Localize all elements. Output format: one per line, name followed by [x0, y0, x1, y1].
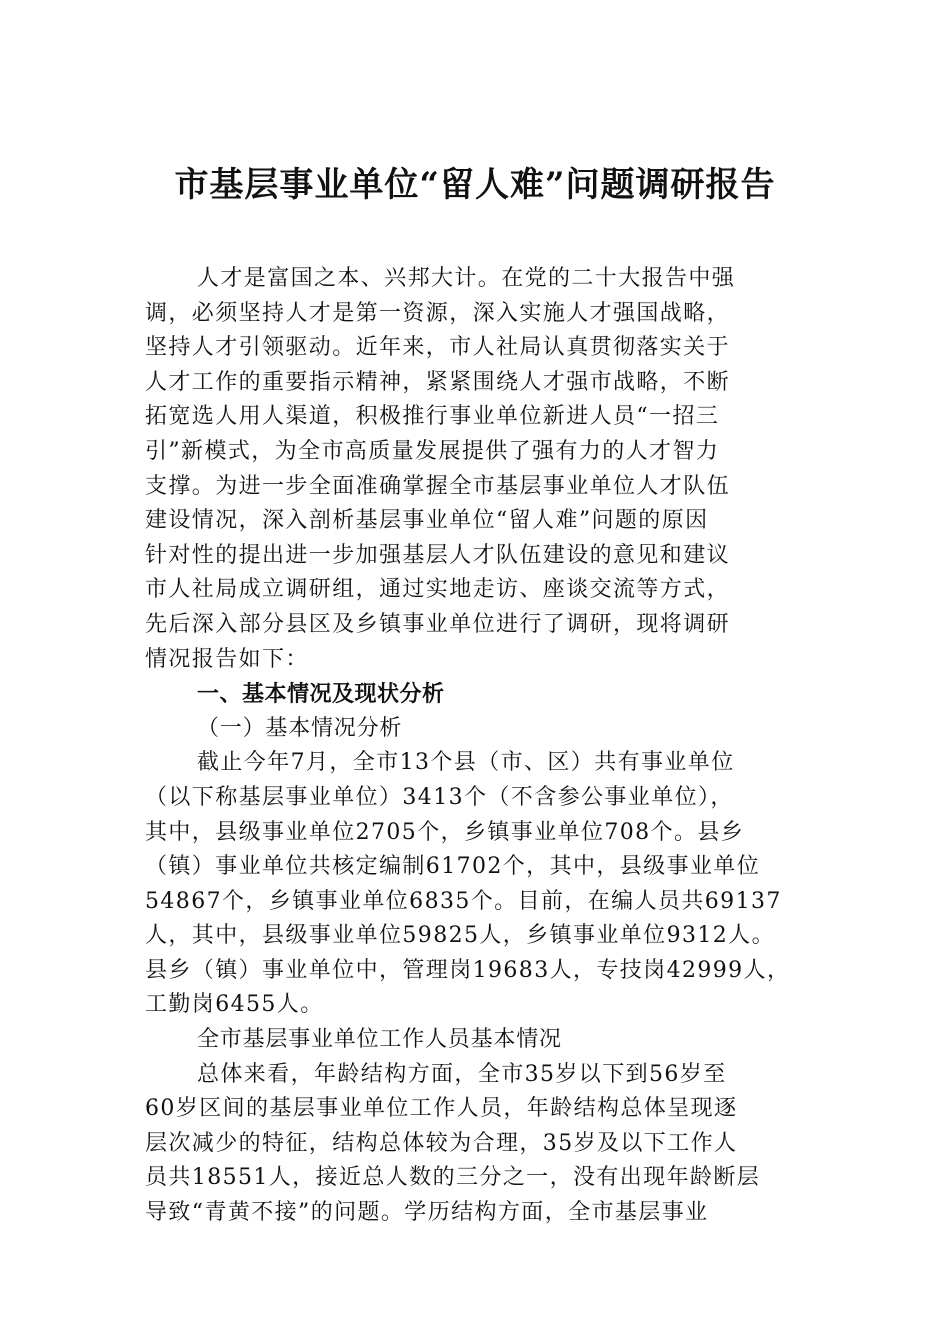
paragraph-line: 拓宽选人用人渠道，积极推行事业单位新进人员“一招三 [145, 404, 720, 430]
paragraph-line: 先后深入部分县区及乡镇事业单位进行了调研，现将调研 [145, 611, 731, 637]
paragraph-line: 支撑。为进一步全面准确掌握全市基层事业单位人才队伍 [145, 473, 731, 499]
paragraph-line: 导致“青黄不接”的问题。学历结构方面，全市基层事业 [145, 1200, 709, 1226]
paragraph-line: 截止今年7月，全市13个县（市、区）共有事业单位 [197, 750, 735, 776]
paragraph-line: （以下称基层事业单位）3413个（不含参公事业单位）， [145, 784, 734, 810]
paragraph-line: 人，其中，县级事业单位59825人，乡镇事业单位9312人。 [145, 923, 775, 949]
section-heading: 一、基本情况及现状分析 [197, 681, 445, 708]
table-caption: 全市基层事业单位工作人员基本情况 [197, 1027, 562, 1053]
subsection-heading: （一）基本情况分析 [197, 715, 403, 741]
paragraph-line: 市人社局成立调研组，通过实地走访、座谈交流等方式， [145, 577, 731, 603]
paragraph-line: 人才工作的重要指示精神，紧紧围绕人才强市战略，不断 [145, 369, 731, 395]
paragraph-line: 引”新模式，为全市高质量发展提供了强有力的人才智力 [145, 438, 720, 464]
paragraph-line: 其中，县级事业单位2705个，乡镇事业单位708个。县乡 [145, 819, 745, 845]
paragraph-line: 总体来看，年龄结构方面，全市35岁以下到56岁至 [197, 1061, 727, 1087]
document-title: 市基层事业单位“留人难”问题调研报告 [174, 165, 776, 205]
document-body [145, 262, 825, 1231]
paragraph-line: 调，必须坚持人才是第一资源，深入实施人才强国战略， [145, 300, 731, 326]
paragraph-line: 针对性的提出进一步加强基层人才队伍建设的意见和建议 [145, 542, 731, 568]
paragraph-line: 情况报告如下： [145, 646, 309, 672]
paragraph-line: 层次减少的特征，结构总体较为合理，35岁及以下工作人 [145, 1130, 738, 1156]
paragraph-line: 县乡（镇）事业单位中，管理岗19683人，专技岗42999人， [145, 957, 791, 983]
paragraph-line: 建设情况，深入剖析基层事业单位“留人难”问题的原因 [145, 508, 709, 534]
paragraph-line: 60岁区间的基层事业单位工作人员，年龄结构总体呈现逐 [145, 1096, 738, 1122]
paragraph-line: 员共18551人，接近总人数的三分之一，没有出现年龄断层 [145, 1165, 761, 1191]
paragraph-line: 坚持人才引领驱动。近年来，市人社局认真贯彻落实关于 [145, 335, 731, 361]
paragraph-line: 工勤岗6455人。 [145, 992, 324, 1018]
paragraph-line: （镇）事业单位共核定编制61702个，其中，县级事业单位 [145, 854, 761, 880]
paragraph-line: 54867个，乡镇事业单位6835个。目前，在编人员共69137 [145, 888, 782, 914]
paragraph-line: 人才是富国之本、兴邦大计。在党的二十大报告中强 [197, 266, 736, 291]
